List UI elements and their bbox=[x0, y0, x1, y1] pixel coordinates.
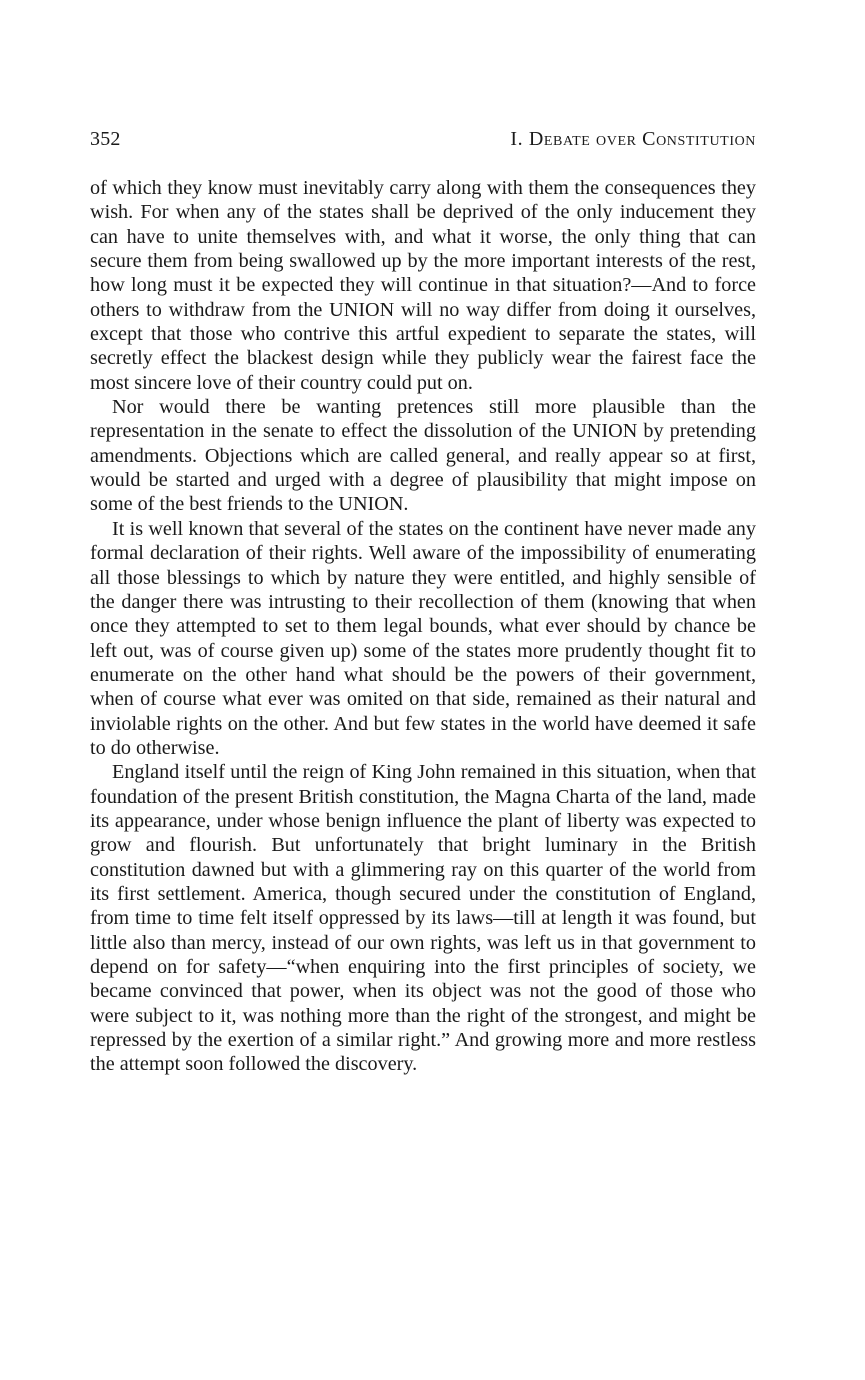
running-title: I. Debate over Constitution bbox=[510, 128, 756, 150]
paragraph: Nor would there be wanting pretences still more plausible than the representation in the senate to effect the dissolution of the UNION by pretending amendments. Objections which are called general, and really appear so at first, would be started and urged with a degree of plausibility that might impose on some of the best friends to the UNION. bbox=[90, 396, 756, 516]
page-number: 352 bbox=[90, 128, 121, 150]
running-head bbox=[90, 128, 756, 158]
paragraph-continued: of which they know must inevitably carry along with them the consequences they wish. For when any of the states shall be deprived of the only inducement they can have to unite themselves with, and what it worse, the only thing that can secure them from being swallowed up by the more important interests of the rest, how long must it be expected they will continue in that situation?—And to force others to withdraw from the UNION will no way differ from doing it ourselves, except that those who contrive this artful expedient to separate the states, will secretly effect the blackest design while they publicly wear the fairest face the most sincere love of their country could put on. bbox=[90, 177, 756, 394]
paragraph: It is well known that several of the states on the continent have never made any formal declaration of their rights. Well aware of the impossibility of enumerating all those blessings to which by nature they were entitled, and highly sensible of the danger there was intrusting to their recollection of them (knowing that when once they attempted to set to them legal bounds, what ever should by chance be left out, was of course given up) some of the states more prudently thought fit to enumerate on the other hand what should be the powers of their government, when of course what ever was omited on that side, remained as their natural and inviolable rights on the other. And but few states in the world have deemed it safe to do otherwise. bbox=[90, 517, 756, 759]
document-page bbox=[90, 128, 756, 1077]
paragraph: England itself until the reign of King John remained in this situation, when that foundation of the present British constitution, the Magna Charta of the land, made its appearance, under whose benign influence the plant of liberty was expected to grow and flourish. But unfortunately that bright luminary in the British constitution dawned but with a glimmering ray on this quarter of the world from its first settlement. America, though secured under the constitution of England, from time to time felt itself oppressed by its laws—till at length it was found, but little also than mercy, instead of our own rights, was left us in that government to depend on for safety—“when enquiring into the first principles of society, we became convinced that power, when its object was not the good of those who were subject to it, was nothing more than the right of the strongest, and might be repressed by the exertion of a similar right.” And growing more and more restless the attempt soon followed the discovery. bbox=[90, 761, 756, 1076]
body-text bbox=[90, 176, 756, 1077]
